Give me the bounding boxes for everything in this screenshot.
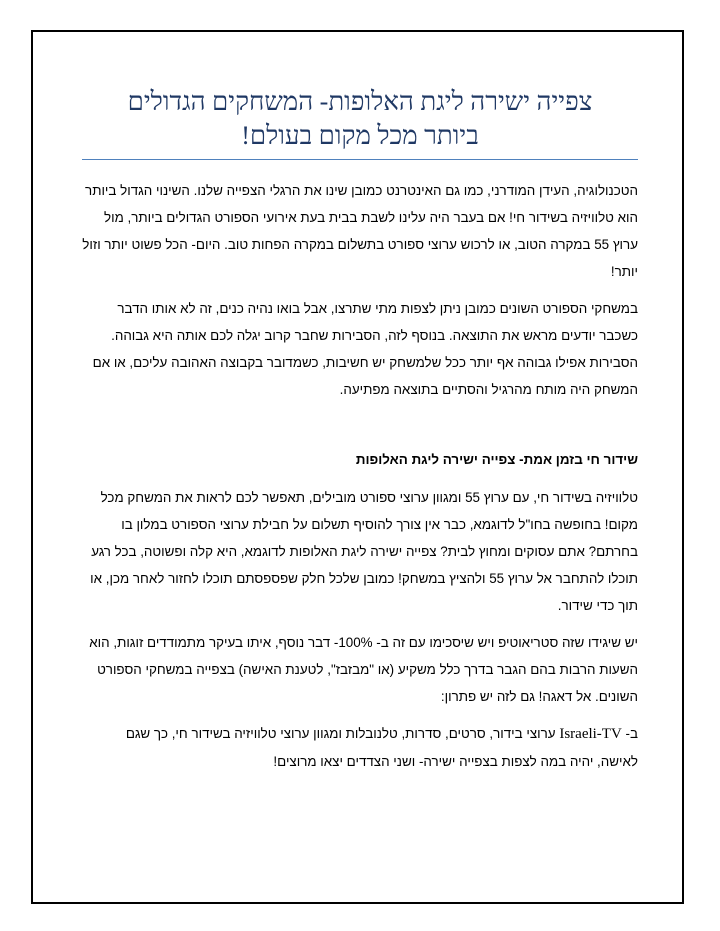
paragraph-1: הטכנולוגיה, העידן המודרני, כמו גם האינטרנט כמובן שינו את הרגלי הצפייה שלנו. השינוי הגדול ביותר הוא טלוויזיה בשידור חי! אם בעבר היה עלינו לשבת בבית בעת אירועי הספורט הגדולים ביותר, מול ערוץ 55 במקרה הטוב, או לרכוש ערוצי ספורט בתשלום במקרה הפחות טוב. היום- הכל פשוט יותר וזול יותר!	[82, 183, 638, 279]
document-body	[82, 85, 638, 775]
paragraph-5-prefix: ב-	[625, 726, 638, 741]
paragraph-5-text: ערוצי בידור, סרטים, סדרות, טלנובלות ומגוון ערוצי טלוויזיה בשידור חי, כך שגם לאישה, יהיה במה לצפות בצפייה ישירה- ושני הצדדים יצאו מרוצים!	[125, 726, 638, 769]
paragraph-5	[82, 720, 638, 775]
title-line-2: ביותר מכל מקום בעולם!	[241, 121, 479, 150]
paragraph-3: טלוויזיה בשידור חי, עם ערוץ 55 ומגוון ערוצי ספורט מובילים, תאפשר לכם לראות את המשחק מכל מקום! בחופשה בחו"ל לדוגמא, כבר אין צורך להוסיף תשלום על חבילת ערוצי הספורט במלון בו בחרתם? אתם עסוקים ומחוץ לבית? צפייה ישירה ליגת האלופות לדוגמא, היא קלה ופשוטה, בכל רגע תוכלו להתחבר אל ערוץ 55 ולהציץ במשחק! כמובן שלכל חלק שפספסתם תוכלו לחזור לאחר מכן, או תוך כדי שידור.	[90, 490, 638, 613]
paragraph-4: יש שיגידו שזה סטריאוטיפ ויש שיסכימו עם זה ב- 100%- דבר נוסף, איתו בעיקר מתמודדים זוגות, הוא השעות הרבות בהם הגבר בדרך כלל משקיע (או "מבזבז", לטענת האישה) בצפייה במשחקי הספורט השונים. אל דאגה! גם לזה יש פתרון:	[89, 635, 638, 704]
document-title	[82, 85, 638, 160]
section-heading: שידור חי בזמן אמת- צפייה ישירה ליגת האלופות	[355, 452, 638, 467]
title-line-1: צפייה ישירה ליגת האלופות- המשחקים הגדולים	[127, 87, 593, 116]
paragraph-2: במשחקי הספורט השונים כמובן ניתן לצפות מתי שתרצו, אבל בואו נהיה כנים, זה לא אותו הדבר כשכבר יודעים מראש את התוצאה. בנוסף לזה, הסבירות שחבר קרוב יגלה לכם אותה היא גבוהה. הסבירות אפילו גבוהה אף יותר ככל שלמשחק יש חשיבות, כשמדובר בקבוצה האהובה עליכם, או אם המשחק היה מותח מהרגיל והסתיים בתוצאה מפתיעה.	[92, 301, 638, 397]
brand-name: Israeli-TV	[559, 726, 622, 742]
